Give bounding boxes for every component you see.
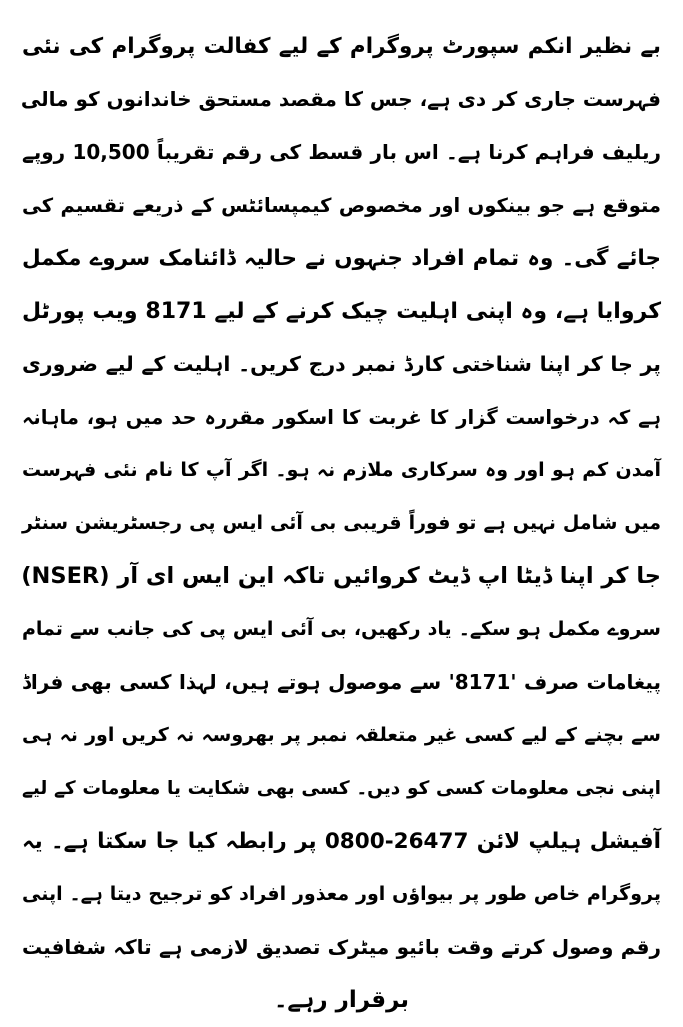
text-line: سروے مکمل ہو سکے۔ یاد رکھیں، بی آئی ایس پی کی جانب سے تمام: [22, 618, 661, 640]
text-line: میں شامل نہیں ہے تو فوراً قریبی بی آئی ایس پی رجسٹریشن سنٹر: [22, 512, 661, 534]
text-line: بے نظیر انکم سپورٹ پروگرام کے لیے کفالت پروگرام کی نئی: [22, 34, 661, 59]
text-line: پیغامات صرف '8171' سے موصول ہوتے ہیں، لہذا کسی بھی فراڈ: [22, 670, 661, 694]
text-line-last: برقرار رہے۔: [273, 987, 410, 1013]
text-line: سے بچنے کے لیے کسی غیر متعلقہ نمبر پر بھروسہ نہ کریں اور نہ ہی: [22, 724, 661, 746]
article-body: [22, 20, 661, 1027]
text-line: کروایا ہے، وہ اپنی اہلیت چیک کرنے کے لیے 8171 ویب پورٹل: [22, 299, 661, 324]
text-line: آمدن کم ہو اور وہ سرکاری ملازم نہ ہو۔ اگر آپ کا نام نئی فہرست: [22, 459, 661, 481]
text-line: جا کر اپنا ڈیٹا اپ ڈیٹ کروائیں تاکہ این ایس ای آر (NSER): [21, 563, 661, 589]
text-line: متوقع ہے جو بینکوں اور مخصوص کیمپسائٹس کے ذریعے تقسیم کی: [22, 194, 661, 217]
text-line: ہے کہ درخواست گزار کا غربت کا اسکور مقررہ حد میں ہو، ماہانہ: [22, 406, 661, 429]
text-line: رقم وصول کرتے وقت بائیو میٹرک تصدیق لازمی ہے تاکہ شفافیت: [22, 935, 661, 959]
text-line: اپنی نجی معلومات کسی کو دیں۔ کسی بھی شکایت یا معلومات کے لیے: [22, 778, 661, 799]
text-line: ریلیف فراہم کرنا ہے۔ اس بار قسط کی رقم تقریباً 10,500 روپے: [22, 140, 661, 164]
text-line: جائے گی۔ وہ تمام افراد جنہوں نے حالیہ ڈائنامک سروے مکمل: [22, 246, 661, 271]
text-line: فہرست جاری کر دی ہے، جس کا مقصد مستحق خاندانوں کو مالی: [20, 87, 661, 111]
text-line: پروگرام خاص طور پر بیواؤں اور معذور افراد کو ترجیح دیتا ہے۔ اپنی: [22, 883, 661, 905]
text-line: پر جا کر اپنا شناختی کارڈ نمبر درج کریں۔ اہلیت کے لیے ضروری: [22, 352, 661, 376]
text-line: آفیشل ہیلپ لائن 26477-0800 پر رابطہ کیا جا سکتا ہے۔ یہ: [22, 829, 661, 854]
